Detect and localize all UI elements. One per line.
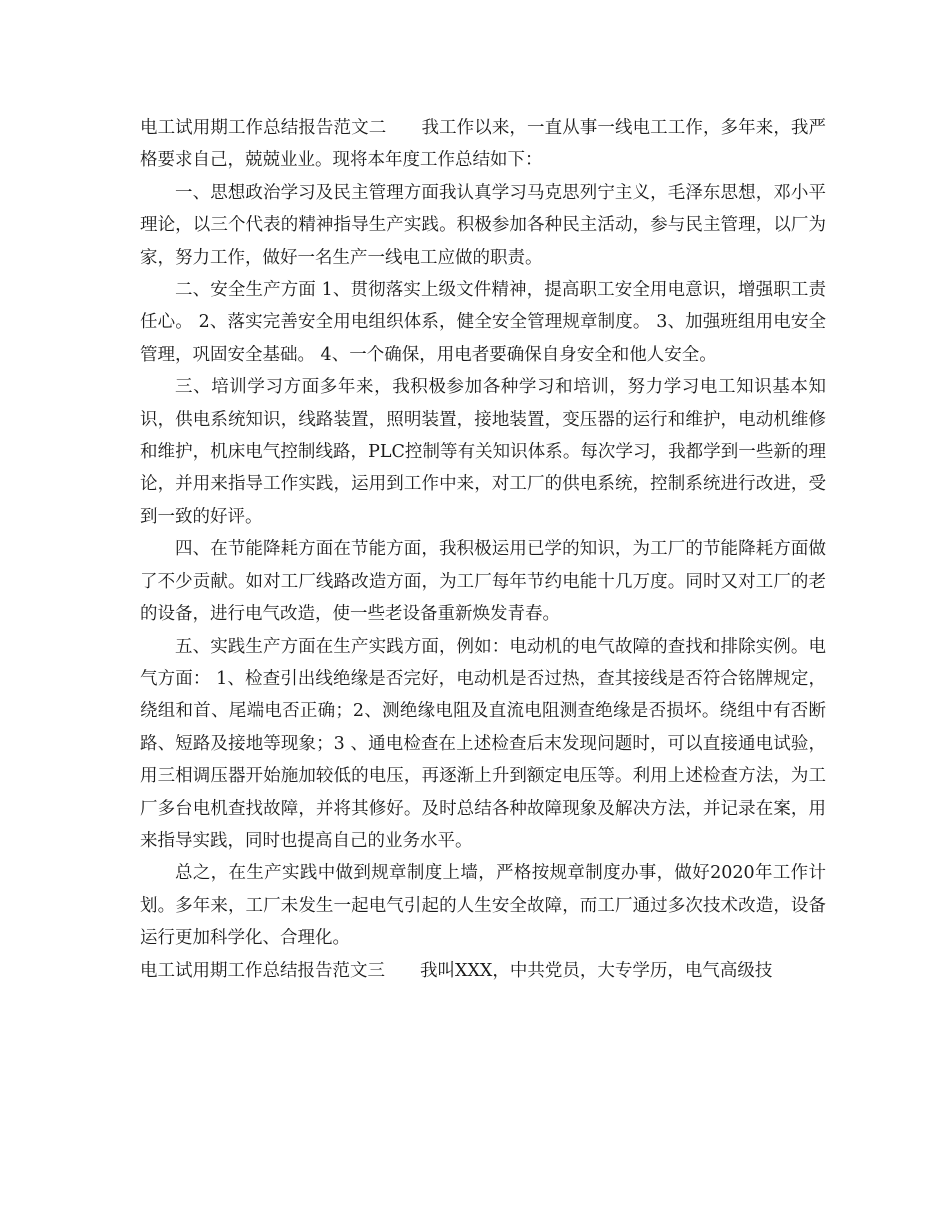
paragraph-intro: 电工试用期工作总结报告范文二 我工作以来，一直从事一线电工工作，多年来，我严格要求自己，兢兢业业。现将本年度工作总结如下： [140, 118, 826, 171]
paragraph-political-study: 一、思想政治学习及民主管理方面我认真学习马克思列宁主义，毛泽东思想，邓小平理论，以三个代表的精神指导生产实践。积极参加各种民主活动，参与民主管理，以厂为家，努力工作，做好一名生产一线电工应做的职责。 [140, 182, 826, 268]
paragraph-conclusion: 总之，在生产实践中做到规章制度上墙，严格按规章制度办事，做好2020年工作计划。多年来，工厂未发生一起电气引起的人生安全故障，而工厂通过多次技术改造，设备运行更加科学化、合理化。 [140, 863, 826, 949]
paragraph-next-section: 电工试用期工作总结报告范文三 我叫XXX，中共党员，大专学历，电气高级技 [140, 960, 773, 981]
paragraph-practice-production: 五、实践生产方面在生产实践方面，例如：电动机的电气故障的查找和排除实例。电气方面： 1、检查引出线绝缘是否完好，电动机是否过热，查其接线是否符合铭牌规定，绕组和首、尾端电否正确；2、测绝缘电阻及直流电阻测查绝缘是否损坏。绕组中有否断路、短路及接地等现象；3 、通电检查在上述检查后末发现问题时，可以直接通电试验，用三相调压器开始施加较低的电压，再逐渐上升到额定电压等。利用上述检查方法，为工厂多台电机查找故障，并将其修好。及时总结各种故障现象及解决方法，并记录在案，用来指导实践，同时也提高自己的业务水平。 [140, 636, 826, 851]
paragraph-safety-production: 二、安全生产方面 1、贯彻落实上级文件精神，提高职工安全用电意识，增强职工责任心。 2、落实完善安全用电组织体系，健全安全管理规章制度。 3、加强班组用电安全管理，巩固安全基础。 4、一个确保，用电者要确保自身安全和他人安全。 [140, 280, 826, 365]
paragraph-energy-saving: 四、在节能降耗方面在节能方面，我积极运用已学的知识，为工厂的节能降耗方面做了不少贡献。如对工厂线路改造方面，为工厂每年节约电能十几万度。同时又对工厂的老的设备，进行电气改造，使一些老设备重新焕发青春。 [140, 539, 826, 625]
paragraph-training-study: 三、培训学习方面多年来，我积极参加各种学习和培训，努力学习电工知识基本知识，供电系统知识，线路装置，照明装置，接地装置，变压器的运行和维护，电动机维修和维护，机床电气控制线路，PLC控制等有关知识体系。每次学习，我都学到一些新的理论，并用来指导工作实践，运用到工作中来，对工厂的供电系统，控制系统进行改进，受到一致的好评。 [140, 377, 826, 527]
document-page [140, 112, 826, 987]
